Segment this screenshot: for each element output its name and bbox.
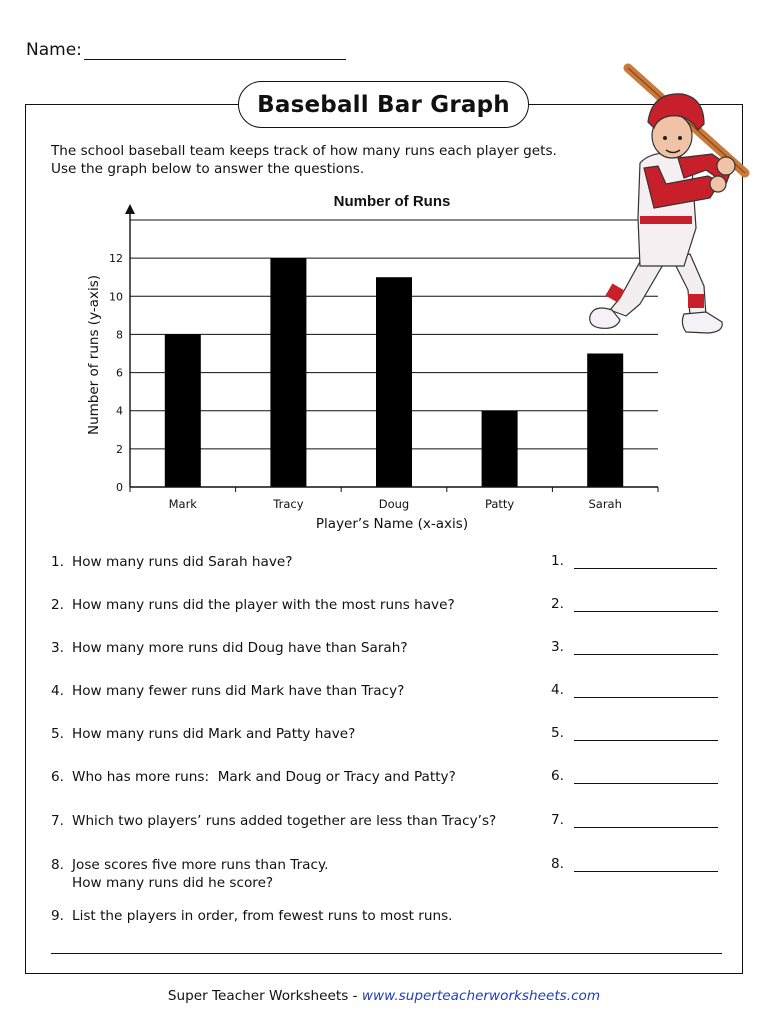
x-tick-label: Tracy [273,497,304,511]
question-text: How many runs did Mark and Patty have? [72,726,356,742]
question-number: 6. [51,769,64,785]
answer-number: 6. [551,768,564,784]
y-tick-label: 0 [116,481,123,494]
answer-number: 7. [551,812,564,828]
question-text: How many runs did the player with the most runs have? [72,597,455,613]
question-text: Who has more runs: Mark and Doug or Tracy and Patty? [72,769,456,785]
answer-number: 1. [551,553,564,569]
answer-line-9[interactable] [51,953,722,954]
page-title-text: Baseball Bar Graph [257,91,510,118]
footer-brand: Super Teacher Worksheets - [167,988,362,1004]
chart-title: Number of Runs [333,193,451,210]
chart-y-axis-label: Number of runs (y-axis) [86,274,102,436]
y-tick-label: 12 [109,252,123,266]
answer-number: 2. [551,596,564,612]
answer-7 [551,812,718,828]
question-3 [51,639,408,657]
question-text-line-2: How many runs did he score? [72,875,274,891]
question-text: Which two players’ runs added together are less than Tracy’s? [72,813,497,829]
intro-text [51,142,557,178]
intro-line-1: The school baseball team keeps track of how many runs each player gets. [51,143,557,159]
chart-x-axis-label: Player’s Name (x-axis) [315,516,469,532]
y-tick-label: 6 [116,366,123,380]
answer-line[interactable] [574,600,718,612]
name-label: Name: [26,40,82,60]
question-6 [51,768,456,786]
question-8 [51,856,328,892]
question-number: 3. [51,640,64,656]
answer-number: 5. [551,725,564,741]
question-text: How many more runs did Doug have than Sarah? [72,640,408,656]
page-title [238,81,529,128]
name-row [26,40,346,60]
question-5 [51,725,355,743]
name-input-line[interactable] [84,42,346,60]
answer-4 [551,682,718,698]
question-9 [51,907,452,925]
footer [0,988,768,1004]
question-number: 2. [51,597,64,613]
answer-number: 3. [551,639,564,655]
intro-line-2: Use the graph below to answer the questions. [51,161,365,177]
x-tick-label: Mark [168,497,197,511]
question-number: 5. [51,726,64,742]
y-tick-label: 8 [116,328,123,342]
question-number: 7. [51,813,64,829]
question-text: How many fewer runs did Mark have than Tracy? [72,683,405,699]
question-2 [51,596,455,614]
y-tick-label: 10 [109,290,123,304]
answer-line[interactable] [574,816,718,828]
answer-line[interactable] [574,686,718,698]
question-text: How many runs did Sarah have? [72,554,293,570]
question-number: 4. [51,683,64,699]
question-1 [51,553,293,571]
x-tick-label: Sarah [588,497,622,511]
answer-6 [551,768,718,784]
question-number: 8. [51,857,64,873]
answer-number: 8. [551,856,564,872]
baseball-player-illustration [580,58,760,348]
question-number: 1. [51,554,64,570]
answer-8 [551,856,718,872]
y-tick-label: 4 [116,404,123,418]
footer-link[interactable]: www.superteacherworksheets.com [361,988,601,1004]
question-4 [51,682,404,700]
answer-number: 4. [551,682,564,698]
answer-2 [551,596,718,612]
answer-line[interactable] [574,557,717,569]
x-tick-label: Patty [484,497,515,511]
answer-line[interactable] [574,772,718,784]
y-tick-label: 2 [116,442,123,456]
answer-5 [551,725,718,741]
question-text: Jose scores five more runs than Tracy. [72,857,329,873]
answer-1 [551,553,717,569]
question-text: List the players in order, from fewest runs to most runs. [72,908,453,924]
answer-line[interactable] [574,729,718,741]
x-tick-label: Doug [378,497,410,511]
answer-3 [551,639,718,655]
question-number: 9. [51,908,64,924]
answer-line[interactable] [574,860,718,872]
answer-line[interactable] [574,643,718,655]
question-7 [51,812,496,830]
